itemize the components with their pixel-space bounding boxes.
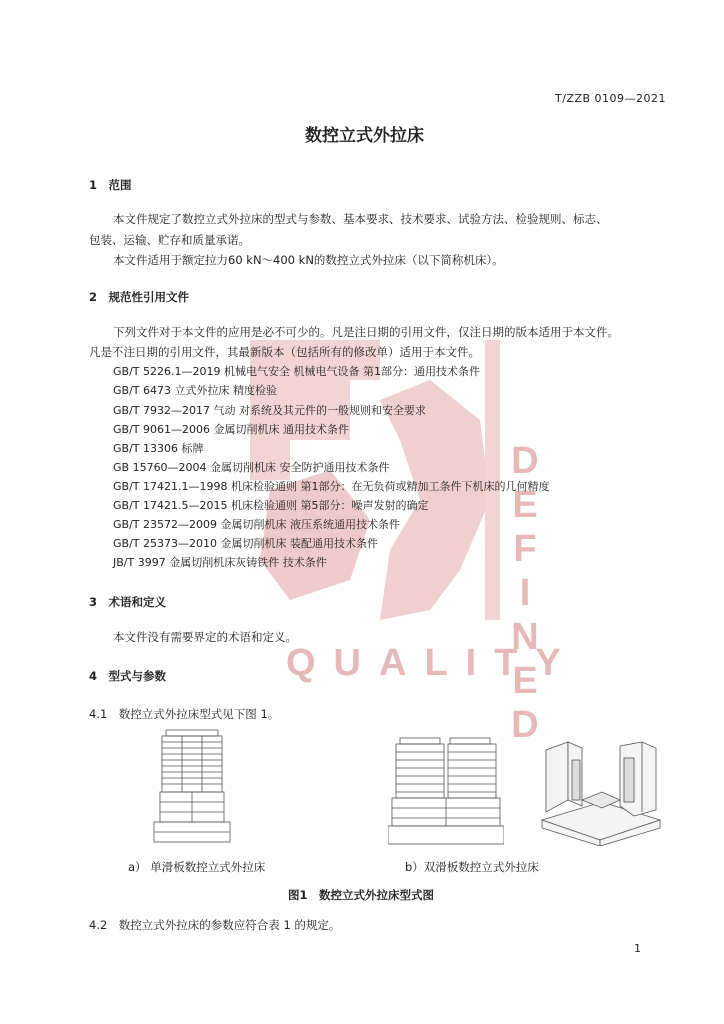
reference-item: GB/T 17421.5—2015 机床检验通则 第5部分：噪声发射的确定 (113, 499, 429, 512)
reference-item: GB/T 17421.1—1998 机床检验通则 第1部分：在无负荷或精加工条件下机床的几何精度 (113, 480, 550, 493)
section-1-paragraph-1-cont: 包装、运输、贮存和质量承诺。 (89, 233, 250, 247)
section-1-paragraph-2: 本文件适用于额定拉力60 kN～400 kN的数控立式外拉床（以下简称机床）。 (113, 253, 504, 267)
reference-item: GB/T 23572—2009 金属切削机床 液压系统通用技术条件 (113, 518, 400, 531)
figure-title: 图1 数控立式外拉床型式图 (288, 888, 435, 902)
reference-item: GB/T 25373—2010 金属切削机床 装配通用技术条件 (113, 537, 378, 550)
page-number: 1 (634, 942, 641, 955)
figure-double-slide-machine-front (388, 736, 504, 846)
section-4-heading: 4 型式与参数 (89, 669, 167, 683)
figure-caption-b: b）双滑板数控立式外拉床 (405, 860, 539, 874)
figure-single-slide-machine (152, 728, 234, 846)
reference-item: GB/T 7932—2017 气动 对系统及其元件的一般规则和安全要求 (113, 404, 426, 417)
reference-item: GB/T 13306 标牌 (113, 442, 204, 455)
reference-item: JB/T 3997 金属切削机床灰铸铁件 技术条件 (113, 556, 327, 569)
section-1-heading: 1 范围 (89, 178, 132, 192)
standard-number: T/ZZB 0109—2021 (555, 92, 667, 105)
document-title: 数控立式外拉床 (305, 126, 424, 146)
section-1-paragraph-1: 本文件规定了数控立式外拉床的型式与参数、基本要求、技术要求、试验方法、检验规则、标志、 (113, 212, 608, 226)
reference-item: GB/T 6473 立式外拉床 精度检验 (113, 384, 277, 397)
watermark-quality: QUALITY (286, 642, 579, 684)
section-2-heading: 2 规范性引用文件 (89, 290, 190, 304)
clause-4-1: 4.1 数控立式外拉床型式见下图 1。 (89, 707, 280, 721)
figure-double-slide-machine-3d (538, 740, 664, 846)
watermark-defined: DEFINED (504, 440, 546, 748)
section-2-intro-cont: 凡是不注日期的引用文件，其最新版本（包括所有的修改单）适用于本文件。 (89, 345, 480, 359)
reference-item: GB/T 5226.1—2019 机械电气安全 机械电气设备 第1部分：通用技术条件 (113, 365, 480, 378)
section-3-heading: 3 术语和定义 (89, 595, 167, 609)
clause-4-2: 4.2 数控立式外拉床的参数应符合表 1 的规定。 (89, 918, 341, 932)
reference-item: GB/T 9061—2006 金属切削机床 通用技术条件 (113, 423, 349, 436)
section-3-paragraph: 本文件没有需要界定的术语和定义。 (113, 630, 297, 644)
reference-item: GB 15760—2004 金属切削机床 安全防护通用技术条件 (113, 461, 390, 474)
figure-caption-a: a） 单滑板数控立式外拉床 (128, 860, 266, 874)
section-2-intro: 下列文件对于本文件的应用是必不可少的。凡是注日期的引用文件，仅注日期的版本适用于本文件。 (113, 325, 619, 339)
